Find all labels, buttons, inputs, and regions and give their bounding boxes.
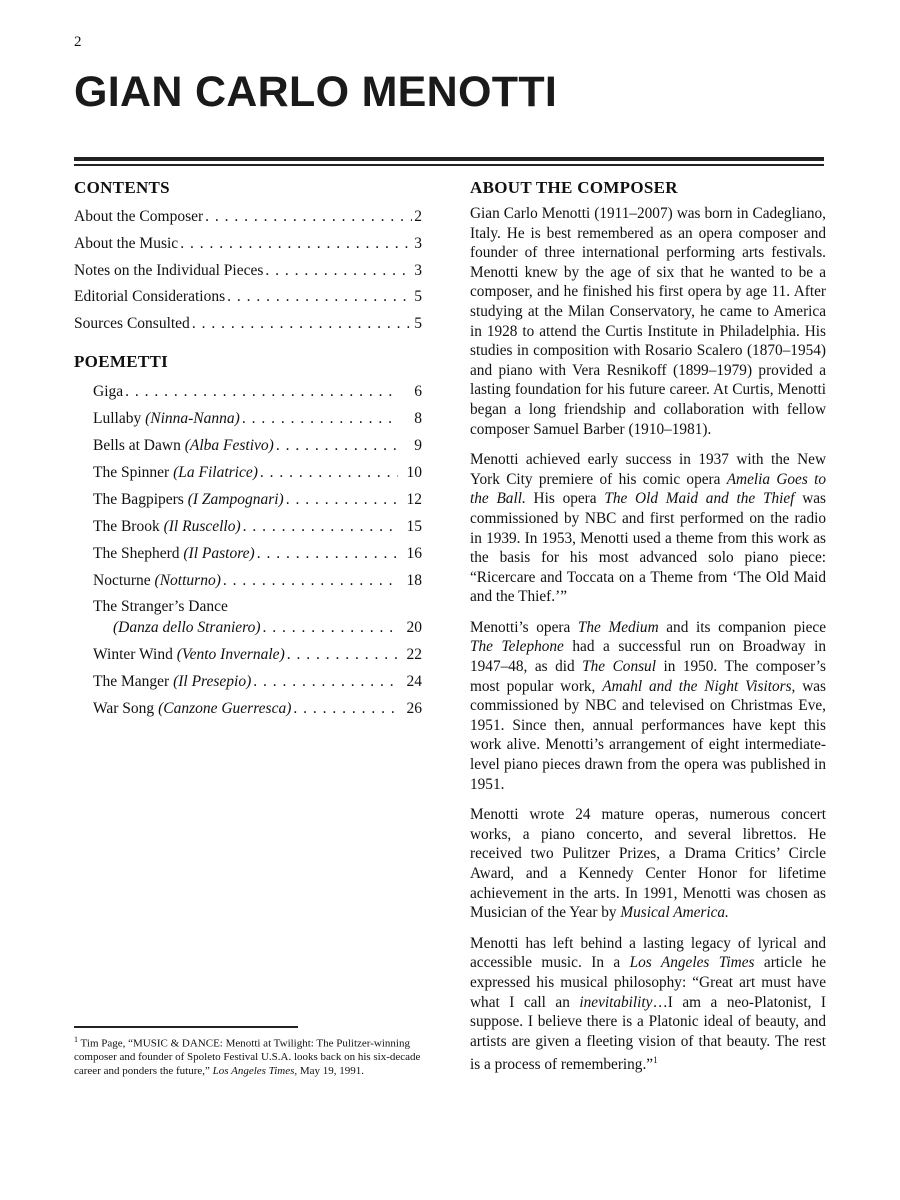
toc-leader: [251, 668, 398, 695]
poem-item[interactable]: [93, 432, 422, 459]
poem-italian-title: (Notturno): [154, 571, 221, 589]
poem-page: 26: [406, 699, 422, 717]
toc-leader: [240, 405, 398, 432]
toc-leader: [221, 567, 398, 594]
poem-item[interactable]: [93, 486, 422, 513]
about-composer-column: [470, 178, 826, 1086]
toc-leader: [225, 284, 412, 311]
toc-leader: [261, 617, 398, 638]
toc-leader: [285, 641, 398, 668]
poem-italian-title: (Il Pastore): [183, 544, 255, 562]
poem-page: 10: [406, 463, 422, 481]
poem-title: The Brook: [93, 517, 160, 535]
poem-italian-title: (La Filatrice): [173, 463, 258, 481]
footnote-reference[interactable]: 1: [653, 1055, 658, 1066]
toc-item[interactable]: [74, 311, 422, 338]
toc-label: Editorial Considerations: [74, 288, 226, 306]
toc-leader: [241, 513, 398, 540]
contents-list: [74, 204, 422, 338]
poem-italian-title: (Vento Invernale): [176, 645, 285, 663]
about-paragraph: Menotti achieved early success in 1937 with the New York City premiere of his comic opera Amelia Goes to the Ball. His opera The Old Maid and the Thief was commissioned by NBC and first performed on the radio in 1939. In 1953, Menotti used a theme from this work as the basis for his most advanced solo piano piece: “Ricercare and Toccata on a Theme from ‘The Old Maid and the Thief.’”: [470, 451, 826, 606]
toc-item[interactable]: [74, 204, 422, 231]
toc-page: 5: [414, 315, 422, 333]
footnote-text: Tim Page, “MUSIC & DANCE: Menotti at Twilight: The Pulitzer-winning composer and founder of Spoleto Festival U.S.A. looks back on his six-decade career and ponders the future,”: [74, 1037, 421, 1077]
poem-title: Winter Wind: [93, 645, 173, 663]
poem-item[interactable]: [93, 540, 422, 567]
poem-item[interactable]: [93, 405, 422, 432]
poem-page: 18: [406, 571, 422, 589]
toc-item[interactable]: [74, 284, 422, 311]
poem-title: The Shepherd: [93, 544, 180, 562]
toc-leader: [291, 695, 398, 722]
poem-title: The Bagpipers: [93, 490, 184, 508]
about-paragraph: Menotti wrote 24 mature operas, numerous concert works, a piano concerto, and several librettos. He received two Pulitzer Prizes, a Drama Critics’ Circle Award, and a Kennedy Center Honor for lifetime achievement in the arts. In 1991, Menotti was chosen as Musician of the Year by Musical America.: [470, 806, 826, 922]
title-rule-thick: [74, 157, 824, 161]
about-paragraph: Menotti has left behind a lasting legacy of lyrical and accessible music. In a Los Angeles Times article he expressed his musical philosophy: “Great art must have what I call an inevitability…I am a neo-Platonist, I suppose. I believe there is a Platonic ideal of beauty, and artists are given a fleeting vision of that beauty. The rest is a process of remembering.”$^1$: [470, 934, 826, 1074]
poem-title: Lullaby: [93, 409, 142, 427]
title-rule-thin: [74, 164, 824, 166]
poemetti-list: [74, 378, 422, 722]
poem-item[interactable]: [93, 668, 422, 695]
toc-leader: [123, 378, 398, 405]
about-paragraph: Menotti’s opera The Medium and its companion piece The Telephone had a successful run on Broadway in 1947–48, as did The Consul in 1950. The composer’s most popular work, Amahl and the Night Visitors, was commissioned by NBC and televised on Christmas Eve, 1951. Since then, annual performances have kept this work alive. Menotti’s arrangement of eight intermediate-level piano pieces drawn from the opera was published in 1951.: [470, 618, 826, 793]
poem-italian-title: (Il Presepio): [173, 672, 252, 690]
about-heading: ABOUT THE COMPOSER: [470, 178, 678, 197]
poem-item[interactable]: [93, 378, 422, 405]
footnote-rule: [74, 1026, 298, 1028]
toc-leader: [284, 486, 398, 513]
toc-leader: [255, 540, 398, 567]
poem-title: The Manger: [93, 672, 170, 690]
toc-page: 3: [414, 234, 422, 252]
poem-item[interactable]: [93, 459, 422, 486]
poem-title: The Stranger’s Dance: [93, 597, 228, 615]
footnote-source: Los Angeles Times,: [212, 1064, 298, 1077]
footnote: [74, 1026, 434, 1078]
poem-page: 15: [406, 517, 422, 535]
toc-leader: [190, 311, 412, 338]
poem-item[interactable]: [93, 567, 422, 594]
toc-page: 5: [414, 288, 422, 306]
toc-label: About the Music: [74, 234, 179, 252]
toc-page: 3: [414, 261, 422, 279]
poem-italian-title: (Il Ruscello): [163, 517, 241, 535]
poem-page: 12: [406, 490, 422, 508]
poem-italian-title: (Danza dello Straniero): [113, 618, 261, 636]
poem-italian-title: (Alba Festivo): [184, 436, 274, 454]
poem-italian-title: (Canzone Guerresca): [158, 699, 292, 717]
poem-title: The Spinner: [93, 463, 170, 481]
toc-leader: [274, 432, 398, 459]
poem-title: Giga: [93, 382, 124, 400]
toc-leader: [203, 204, 412, 231]
toc-page: 2: [414, 208, 422, 225]
poem-page: 8: [414, 409, 422, 427]
poem-page: 6: [414, 382, 422, 400]
poem-item[interactable]: [93, 695, 422, 722]
poem-page: 22: [406, 645, 422, 663]
poem-item[interactable]: [93, 594, 422, 641]
footnote-marker: 1: [74, 1035, 78, 1044]
poem-item[interactable]: [93, 513, 422, 540]
toc-label: Notes on the Individual Pieces: [74, 261, 264, 279]
poem-page: 9: [414, 436, 422, 454]
footnote-date: May 19, 1991.: [297, 1064, 365, 1077]
toc-item[interactable]: [74, 258, 422, 285]
poem-page: 20: [406, 618, 422, 636]
toc-leader: [178, 231, 412, 258]
poem-italian-title: (I Zampognari): [187, 490, 284, 508]
toc-item[interactable]: [74, 231, 422, 258]
toc-label: About the Composer: [74, 208, 204, 225]
contents-heading: CONTENTS: [74, 178, 170, 197]
about-paragraph: Gian Carlo Menotti (1911–2007) was born in Cadegliano, Italy. He is best remembered as an opera composer and founder of three international performing arts festivals. Menotti knew by the age of six that he wanted to be a composer, and he finished his first opera by age 11. After studying at the Milan Conservatory, he came to America in 1928 to attend the Curtis Institute in Philadelphia. His studies in composition with Rosario Scalero (1870–1954) and piano with Vera Resnikoff (1899–1979) provided a lasting foundation for his future career. At Curtis, Menotti began a long friendship and collaboration with fellow composer Samuel Barber (1910–1981).: [470, 205, 826, 438]
poem-page: 24: [406, 672, 422, 690]
page-number: 2: [74, 34, 82, 50]
toc-label: Sources Consulted: [74, 315, 190, 333]
toc-leader: [258, 459, 398, 486]
poem-title: Nocturne: [93, 571, 151, 589]
poem-item[interactable]: [93, 641, 422, 668]
poem-italian-title: (Ninna-Nanna): [145, 409, 240, 427]
poem-title: Bells at Dawn: [93, 436, 181, 454]
poem-title: War Song: [93, 699, 155, 717]
poem-page: 16: [406, 544, 422, 562]
page-title: GIAN CARLO MENOTTI: [74, 68, 558, 116]
poemetti-heading: POEMETTI: [74, 351, 169, 371]
toc-leader: [263, 258, 412, 285]
contents-column: [74, 178, 422, 722]
